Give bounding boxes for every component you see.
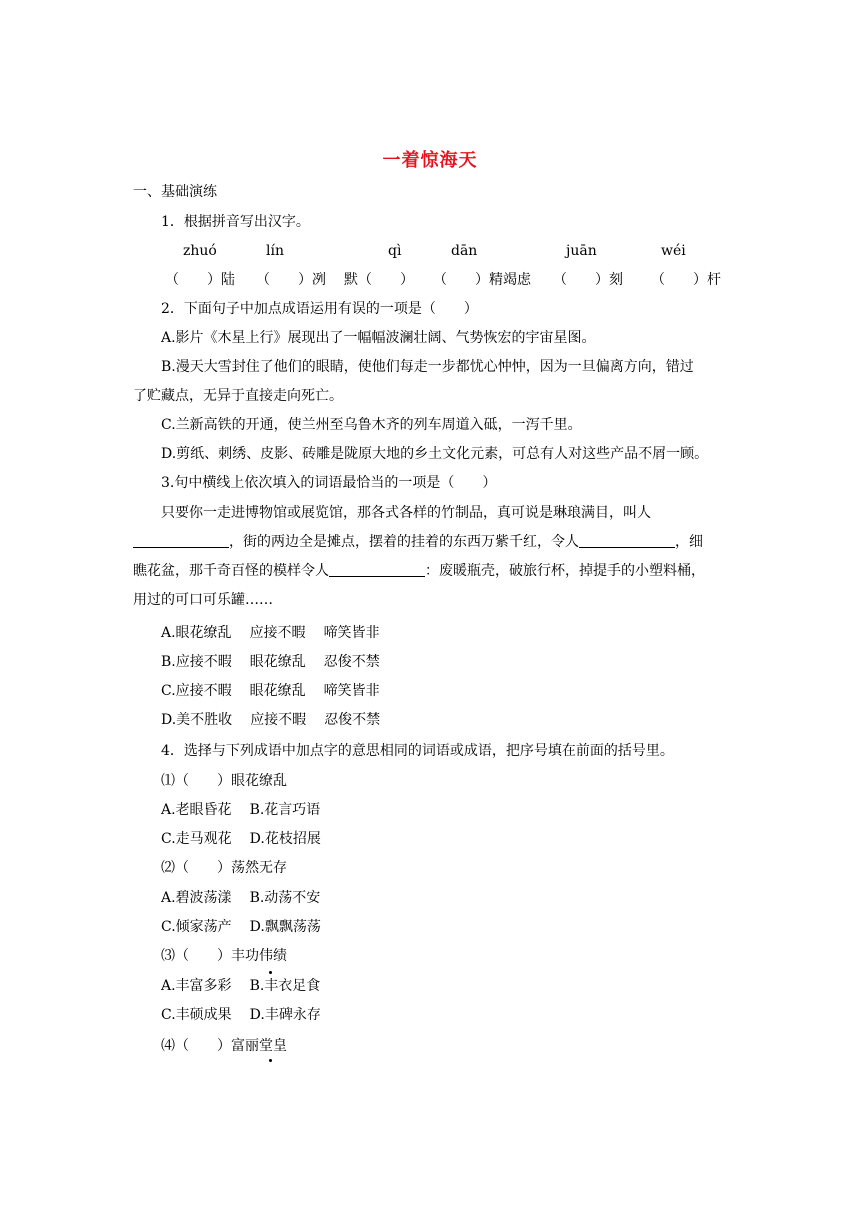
q3-passage-line: 瞧花盆，那千奇百怪的模样令人 ：废暖瓶壳，破旅行杯，掉提手的小塑料桶， xyxy=(133,563,705,579)
q2-option-c: C.兰新高铁的开通，使兰州至乌鲁木齐的列车周道入砥，一泻千里。 xyxy=(161,417,582,433)
fill-blank: （ ）精竭虑 xyxy=(433,272,531,288)
pinyin: qì xyxy=(388,243,402,259)
emphasis-dot xyxy=(269,1059,272,1062)
pinyin: zhuó xyxy=(183,243,217,259)
q1-stem: 1．根据拼音写出汉字。 xyxy=(161,214,310,230)
q2-option-b-cont: 了贮藏点，无异于直接走向死亡。 xyxy=(133,388,343,404)
q4-item: ⑶（ ）丰功伟绩 xyxy=(161,948,287,964)
pinyin: wéi xyxy=(661,243,686,259)
q3-passage-line: 用过的可口可乐罐…… xyxy=(133,592,273,608)
q4-option-row: A.老眼昏花 B.花言巧语 xyxy=(161,802,321,818)
q4-item: ⑴（ ）眼花缭乱 xyxy=(161,773,287,789)
q2-stem: 2．下面句子中加点成语运用有误的一项是（ ） xyxy=(161,301,478,317)
answer-blank-line xyxy=(329,562,425,577)
q3-option: C.应接不暇 眼花缭乱 啼笑皆非 xyxy=(161,683,380,699)
page-title: 一着惊海天 xyxy=(382,150,478,171)
q4-option-row: C.走马观花 D.花枝招展 xyxy=(161,831,321,847)
section-heading: 一、基础演练 xyxy=(133,184,217,200)
q4-option-row: A.碧波荡漾 B.动荡不安 xyxy=(161,890,321,906)
q3-stem: 3.句中横线上依次填入的词语最恰当的一项是（ ） xyxy=(161,475,497,491)
q4-option-row: C.丰硕成果 D.丰碑永存 xyxy=(161,1007,321,1023)
q3-passage-line: 只要你一走进博物馆或展览馆，那各式各样的竹制品，真可说是琳琅满目，叫人 xyxy=(161,505,651,521)
answer-blank-line xyxy=(579,533,675,548)
idiom: 富丽堂皇 xyxy=(231,1038,287,1054)
q3-option: D.美不胜收 应接不暇 忍俊不禁 xyxy=(161,712,381,728)
q3-passage-line: ，街的两边全是摊点，摆着的挂着的东西万紫千红，令人 ，细 xyxy=(133,532,703,552)
q4-stem: 4．选择与下列成语中加点字的意思相同的词语或成语，把序号填在前面的括号里。 xyxy=(161,743,674,759)
fill-blank: （ ）冽 xyxy=(256,272,326,288)
idiom: 眼花缭乱 xyxy=(231,773,287,789)
fill-blank: 默（ ） xyxy=(344,272,414,288)
fill-blank: （ ）刻 xyxy=(553,272,623,288)
idiom: 丰功伟绩 xyxy=(231,948,287,964)
q4-option-row: A.丰富多彩 B.丰衣足食 xyxy=(161,978,321,994)
q4-option-row: C.倾家荡产 D.飘飘荡荡 xyxy=(161,919,321,935)
q4-item: ⑵（ ）荡然无存 xyxy=(161,860,287,876)
pinyin: juān xyxy=(566,243,597,259)
idiom: 荡然无存 xyxy=(231,860,287,876)
q4-item: ⑷（ ）富丽堂皇 xyxy=(161,1038,287,1054)
q3-option: B.应接不暇 眼花缭乱 忍俊不禁 xyxy=(161,654,380,670)
pinyin: dān xyxy=(451,243,478,259)
q3-option: A.眼花缭乱 应接不暇 啼笑皆非 xyxy=(161,625,380,641)
fill-blank: （ ）陆 xyxy=(165,272,235,288)
pinyin: lín xyxy=(266,243,284,259)
q2-option-a: A.影片《木星上行》展现出了一幅幅波澜壮阔、气势恢宏的宇宙星图。 xyxy=(161,330,596,346)
fill-blank: （ ）杆 xyxy=(651,272,721,288)
q2-option-b: B.漫天大雪封住了他们的眼睛，使他们每走一步都忧心忡忡，因为一旦偏离方向，错过 xyxy=(161,359,694,375)
q2-option-d: D.剪纸、刺绣、皮影、砖雕是陇原大地的乡土文化元素，可总有人对这些产品不屑一顾。 xyxy=(161,446,709,462)
emphasis-dot xyxy=(269,971,272,974)
answer-blank-line xyxy=(133,533,229,548)
